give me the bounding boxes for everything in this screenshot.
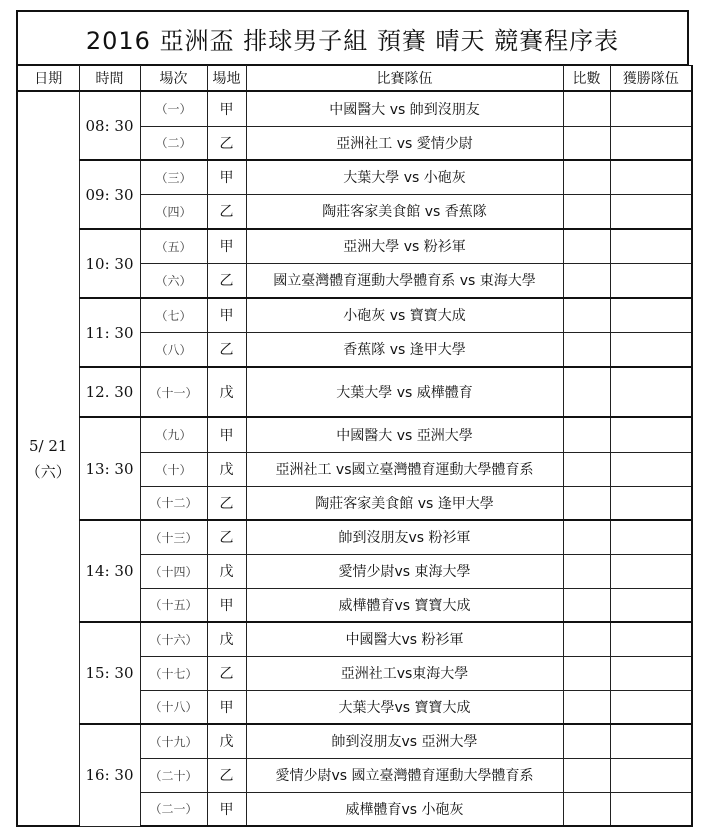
score-cell: [563, 792, 610, 826]
header-venue: 場地: [207, 66, 246, 92]
time-cell: 14: 30: [79, 520, 140, 622]
table-row: [17, 298, 692, 332]
game-number: （八）: [140, 332, 207, 367]
venue-cell: 戊: [207, 452, 246, 486]
match-cell: 愛情少尉vs 國立臺灣體育運動大學體育系: [246, 758, 563, 792]
venue-cell: 戊: [207, 724, 246, 758]
game-number: （十六）: [140, 622, 207, 656]
game-number: （六）: [140, 263, 207, 298]
winner-cell: [610, 520, 692, 554]
header-time: 時間: [79, 66, 140, 92]
venue-cell: 甲: [207, 588, 246, 622]
venue-cell: 甲: [207, 160, 246, 194]
venue-cell: 甲: [207, 229, 246, 263]
match-cell: 亞洲社工 vs國立臺灣體育運動大學體育系: [246, 452, 563, 486]
game-number: （十二）: [140, 486, 207, 520]
game-number: （三）: [140, 160, 207, 194]
match-cell: 國立臺灣體育運動大學體育系 vs 東海大學: [246, 263, 563, 298]
score-cell: [563, 229, 610, 263]
venue-cell: 甲: [207, 298, 246, 332]
game-number: （七）: [140, 298, 207, 332]
match-cell: 香蕉隊 vs 逢甲大學: [246, 332, 563, 367]
score-cell: [563, 758, 610, 792]
score-cell: [563, 554, 610, 588]
match-cell: 陶莊客家美食館 vs 香蕉隊: [246, 194, 563, 229]
score-cell: [563, 452, 610, 486]
winner-cell: [610, 298, 692, 332]
venue-cell: 甲: [207, 417, 246, 452]
table-row: [17, 91, 692, 126]
winner-cell: [610, 622, 692, 656]
match-cell: 威樺體育vs 寶寶大成: [246, 588, 563, 622]
time-cell: 08: 30: [79, 91, 140, 160]
winner-cell: [610, 724, 692, 758]
date-weekday: （六）: [25, 462, 71, 481]
game-number: （五）: [140, 229, 207, 263]
score-cell: [563, 690, 610, 724]
score-cell: [563, 263, 610, 298]
winner-cell: [610, 656, 692, 690]
venue-cell: 甲: [207, 690, 246, 724]
score-cell: [563, 724, 610, 758]
match-cell: 小砲灰 vs 寶寶大成: [246, 298, 563, 332]
table-row: [17, 367, 692, 417]
score-cell: [563, 160, 610, 194]
schedule-body: [17, 91, 692, 826]
venue-cell: 戊: [207, 554, 246, 588]
venue-cell: 乙: [207, 194, 246, 229]
match-cell: 亞洲社工 vs 愛情少尉: [246, 126, 563, 160]
winner-cell: [610, 229, 692, 263]
match-cell: 威樺體育vs 小砲灰: [246, 792, 563, 826]
time-cell: 10: 30: [79, 229, 140, 298]
table-row: [17, 622, 692, 656]
match-cell: 亞洲社工vs東海大學: [246, 656, 563, 690]
score-cell: [563, 520, 610, 554]
header-teams: 比賽隊伍: [246, 66, 563, 92]
game-number: （十九）: [140, 724, 207, 758]
winner-cell: [610, 758, 692, 792]
game-number: （四）: [140, 194, 207, 229]
date-cell: [17, 91, 79, 826]
header-score: 比數: [563, 66, 610, 92]
venue-cell: 乙: [207, 656, 246, 690]
score-cell: [563, 194, 610, 229]
time-cell: 13: 30: [79, 417, 140, 520]
score-cell: [563, 486, 610, 520]
score-cell: [563, 656, 610, 690]
table-row: [17, 724, 692, 758]
table-row: [17, 520, 692, 554]
match-cell: 大葉大學 vs 小砲灰: [246, 160, 563, 194]
game-number: （二十）: [140, 758, 207, 792]
match-cell: 帥到沒朋友vs 粉衫軍: [246, 520, 563, 554]
game-number: （二一）: [140, 792, 207, 826]
venue-cell: 甲: [207, 91, 246, 126]
venue-cell: 乙: [207, 332, 246, 367]
venue-cell: 乙: [207, 486, 246, 520]
game-number: （九）: [140, 417, 207, 452]
winner-cell: [610, 332, 692, 367]
time-cell: 11: 30: [79, 298, 140, 367]
winner-cell: [610, 263, 692, 298]
match-cell: 帥到沒朋友vs 亞洲大學: [246, 724, 563, 758]
venue-cell: 乙: [207, 520, 246, 554]
score-cell: [563, 298, 610, 332]
venue-cell: 乙: [207, 758, 246, 792]
header-row: [17, 66, 692, 92]
header-game: 場次: [140, 66, 207, 92]
winner-cell: [610, 452, 692, 486]
winner-cell: [610, 690, 692, 724]
winner-cell: [610, 588, 692, 622]
match-cell: 中國醫大 vs 帥到沒朋友: [246, 91, 563, 126]
time-cell: 15: 30: [79, 622, 140, 724]
score-cell: [563, 622, 610, 656]
time-cell: 16: 30: [79, 724, 140, 826]
winner-cell: [610, 367, 692, 417]
schedule-sheet: [16, 10, 689, 827]
match-cell: 中國醫大vs 粉衫軍: [246, 622, 563, 656]
game-number: （十五）: [140, 588, 207, 622]
winner-cell: [610, 194, 692, 229]
winner-cell: [610, 126, 692, 160]
winner-cell: [610, 91, 692, 126]
game-number: （十三）: [140, 520, 207, 554]
score-cell: [563, 367, 610, 417]
score-cell: [563, 417, 610, 452]
match-cell: 亞洲大學 vs 粉衫軍: [246, 229, 563, 263]
table-row: [17, 417, 692, 452]
match-cell: 陶莊客家美食館 vs 逢甲大學: [246, 486, 563, 520]
score-cell: [563, 332, 610, 367]
match-cell: 大葉大學 vs 威樺體育: [246, 367, 563, 417]
score-cell: [563, 588, 610, 622]
schedule-table: [16, 65, 693, 827]
winner-cell: [610, 486, 692, 520]
page-title: 2016 亞洲盃 排球男子組 預賽 晴天 競賽程序表: [16, 10, 689, 65]
header-winner: 獲勝隊伍: [610, 66, 692, 92]
game-number: （十一）: [140, 367, 207, 417]
time-cell: 12. 30: [79, 367, 140, 417]
game-number: （一）: [140, 91, 207, 126]
match-cell: 愛情少尉vs 東海大學: [246, 554, 563, 588]
game-number: （十七）: [140, 656, 207, 690]
table-row: [17, 160, 692, 194]
game-number: （十八）: [140, 690, 207, 724]
header-date: 日期: [17, 66, 79, 92]
match-cell: 大葉大學vs 寶寶大成: [246, 690, 563, 724]
game-number: （二）: [140, 126, 207, 160]
game-number: （十）: [140, 452, 207, 486]
score-cell: [563, 91, 610, 126]
venue-cell: 戊: [207, 622, 246, 656]
venue-cell: 戊: [207, 367, 246, 417]
winner-cell: [610, 160, 692, 194]
winner-cell: [610, 554, 692, 588]
table-row: [17, 229, 692, 263]
match-cell: 中國醫大 vs 亞洲大學: [246, 417, 563, 452]
date-day: 5/ 21: [29, 436, 68, 455]
venue-cell: 甲: [207, 792, 246, 826]
venue-cell: 乙: [207, 263, 246, 298]
venue-cell: 乙: [207, 126, 246, 160]
time-cell: 09: 30: [79, 160, 140, 229]
winner-cell: [610, 417, 692, 452]
score-cell: [563, 126, 610, 160]
game-number: （十四）: [140, 554, 207, 588]
winner-cell: [610, 792, 692, 826]
